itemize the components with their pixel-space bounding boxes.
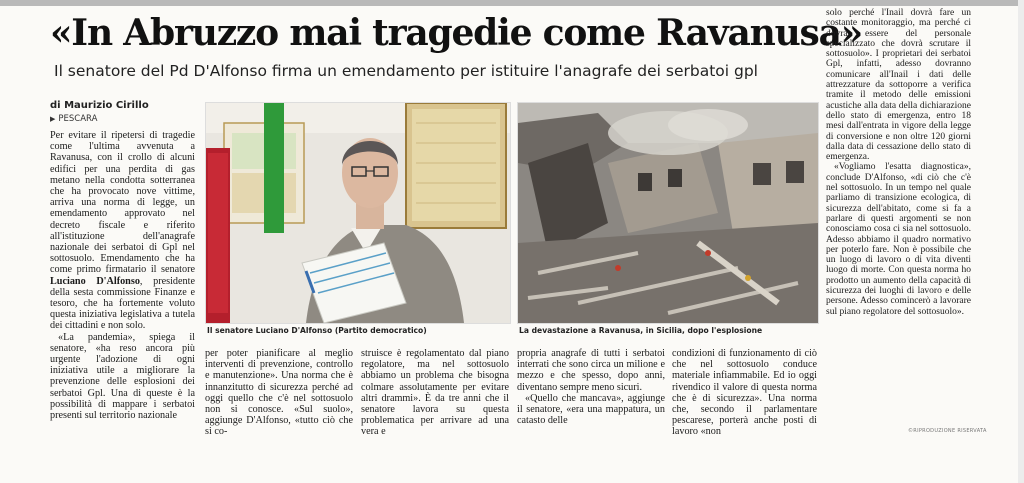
rights-notice: ©RIPRODUZIONE RISERVATA <box>908 428 987 434</box>
devastation-photo-caption: La devastazione a Ravanusa, in Sicilia, dopo l'esplosione <box>519 326 763 335</box>
article-column-5 <box>672 348 817 438</box>
article-column-6 <box>826 8 971 317</box>
column-6-paragraph-2: «Vogliamo l'esatta diagnostica», conclude D'Alfonso, «di ciò che c'è nel sottosuolo. In un tempo nel quale parliamo di transizione ecologica, di sicurezza dell'abitato, come si fa a parlare di questi argomenti se non conosciamo cosa ci sia nel sottosuolo. Adesso abbiamo il quadro normativo per poterlo fare. Non è possibile che un luogo di lavoro o di vita diventi luogo di morte. Con questa norma ho prodotto un aumento della capacità di sicurezza dei luoghi di lavoro e delle persone. Adesso comincerò a lavorare sul piano regolatore del sottosuolo». <box>826 162 971 317</box>
senator-photo <box>205 102 511 324</box>
column-4-paragraph-2: «Quello che mancava», aggiunge il senatore, «era una mappatura, un catasto delle <box>517 392 665 427</box>
article-column-2 <box>205 348 353 438</box>
right-border <box>1018 0 1024 483</box>
top-border <box>0 0 1024 6</box>
column-4-paragraph-1: propria anagrafe di tutti i serbatoi interrati che sono circa un milione e mezzo e che spesso, dopo anni, diventano sempre meno sicuri. <box>517 348 665 393</box>
article-headline: «In Abruzzo mai tragedie come Ravanusa» <box>50 12 863 54</box>
byline: di Maurizio Cirillo <box>50 100 149 111</box>
article-column-3 <box>361 348 509 438</box>
dateline <box>50 114 200 124</box>
article-subheadline: Il senatore del Pd D'Alfonso firma un emendamento per istituire l'anagrafe dei serbatoi gpl <box>54 62 758 80</box>
dateline-marker-icon: ▶ <box>50 115 56 123</box>
column-1-paragraph-1: Per evitare il ripetersi di tragedie come l'ultima avvenuta a Ravanusa, con il crollo di alcuni edifici per una perdita di gas metano nella condotta sotterranea che ha provocato nove vittime, arriva una norma di legge, un emendamento approvato nel decreto fiscale e riferito all'istituzione dell'anagrafe nazionale dei serbatoi di Gpl nel sottosuolo. Emendamento che ha come primo firmatario il senatore Luciano D'Alfonso, presidente della sesta commissione Finanze e tesoro, che ha fortemente voluto questa iniziativa legislativa a tutela dei cittadini e non solo. <box>50 130 195 332</box>
senator-photo-caption: Il senatore Luciano D'Alfonso (Partito democratico) <box>207 326 427 335</box>
column-5-paragraph-1: condizioni di funzionamento di ciò che nel sottosuolo conduce materiale infiammabile. Ed io oggi rivendico il valore di questa norma che è di sicurezza». Una norma che, secondo il parlamentare pescarese, porterà anche posti di lavoro «non <box>672 348 817 438</box>
article-column-4 <box>517 348 665 426</box>
senator-photo-illustration <box>206 103 510 323</box>
devastation-photo <box>517 102 819 324</box>
devastation-photo-illustration <box>518 103 818 323</box>
senator-name: Luciano D'Alfonso <box>50 275 140 287</box>
article-column-1 <box>50 130 195 421</box>
dateline-text: PESCARA <box>58 114 98 124</box>
column-2-paragraph-1: per poter pianificare al meglio interventi di prevenzione, controllo e manutenzione». Una norma che è innanzitutto di sicurezza perché ad oggi quello che c'è nel sottosuolo non si conosce. «Sul suolo», aggiunge D'Alfonso, «tutto ciò che si co- <box>205 348 353 438</box>
column-1-paragraph-2: «La pandemia», spiega il senatore, «ha reso ancora più urgente l'adozione di ogni iniziativa utile a migliorare la prevenzione delle esplosioni dei serbatoi Gpl. Una di queste è la possibilità di mappare i serbatoi presenti sul territorio nazionale <box>50 331 195 422</box>
column-3-paragraph-1: struisce è regolamentato dal piano regolatore, ma nel sottosuolo abbiamo un problema che bisogna colmare assolutamente per evitare altri drammi». È da tre anni che il senatore lavora su questa problematica per arrivare ad una vera e <box>361 348 509 438</box>
column-6-paragraph-1: solo perché l'Inail dovrà fare un costante monitoraggio, ma perché ci dovrà essere del personale specializzato che dovrà scrutare il sottosuolo». I proprietari dei serbatoi Gpl, infatti, adesso dovranno comunicare all'Inail i dati delle attrezzature da sottoporre a verifica tramite il metodo delle emissioni acustiche alla data della dichiarazione dello stato di emergenza, entro 18 mesi dall'entrata in vigore della legge di conversione e non oltre 120 giorni dalla data di cessazione dello stato di emergenza. <box>826 8 971 163</box>
